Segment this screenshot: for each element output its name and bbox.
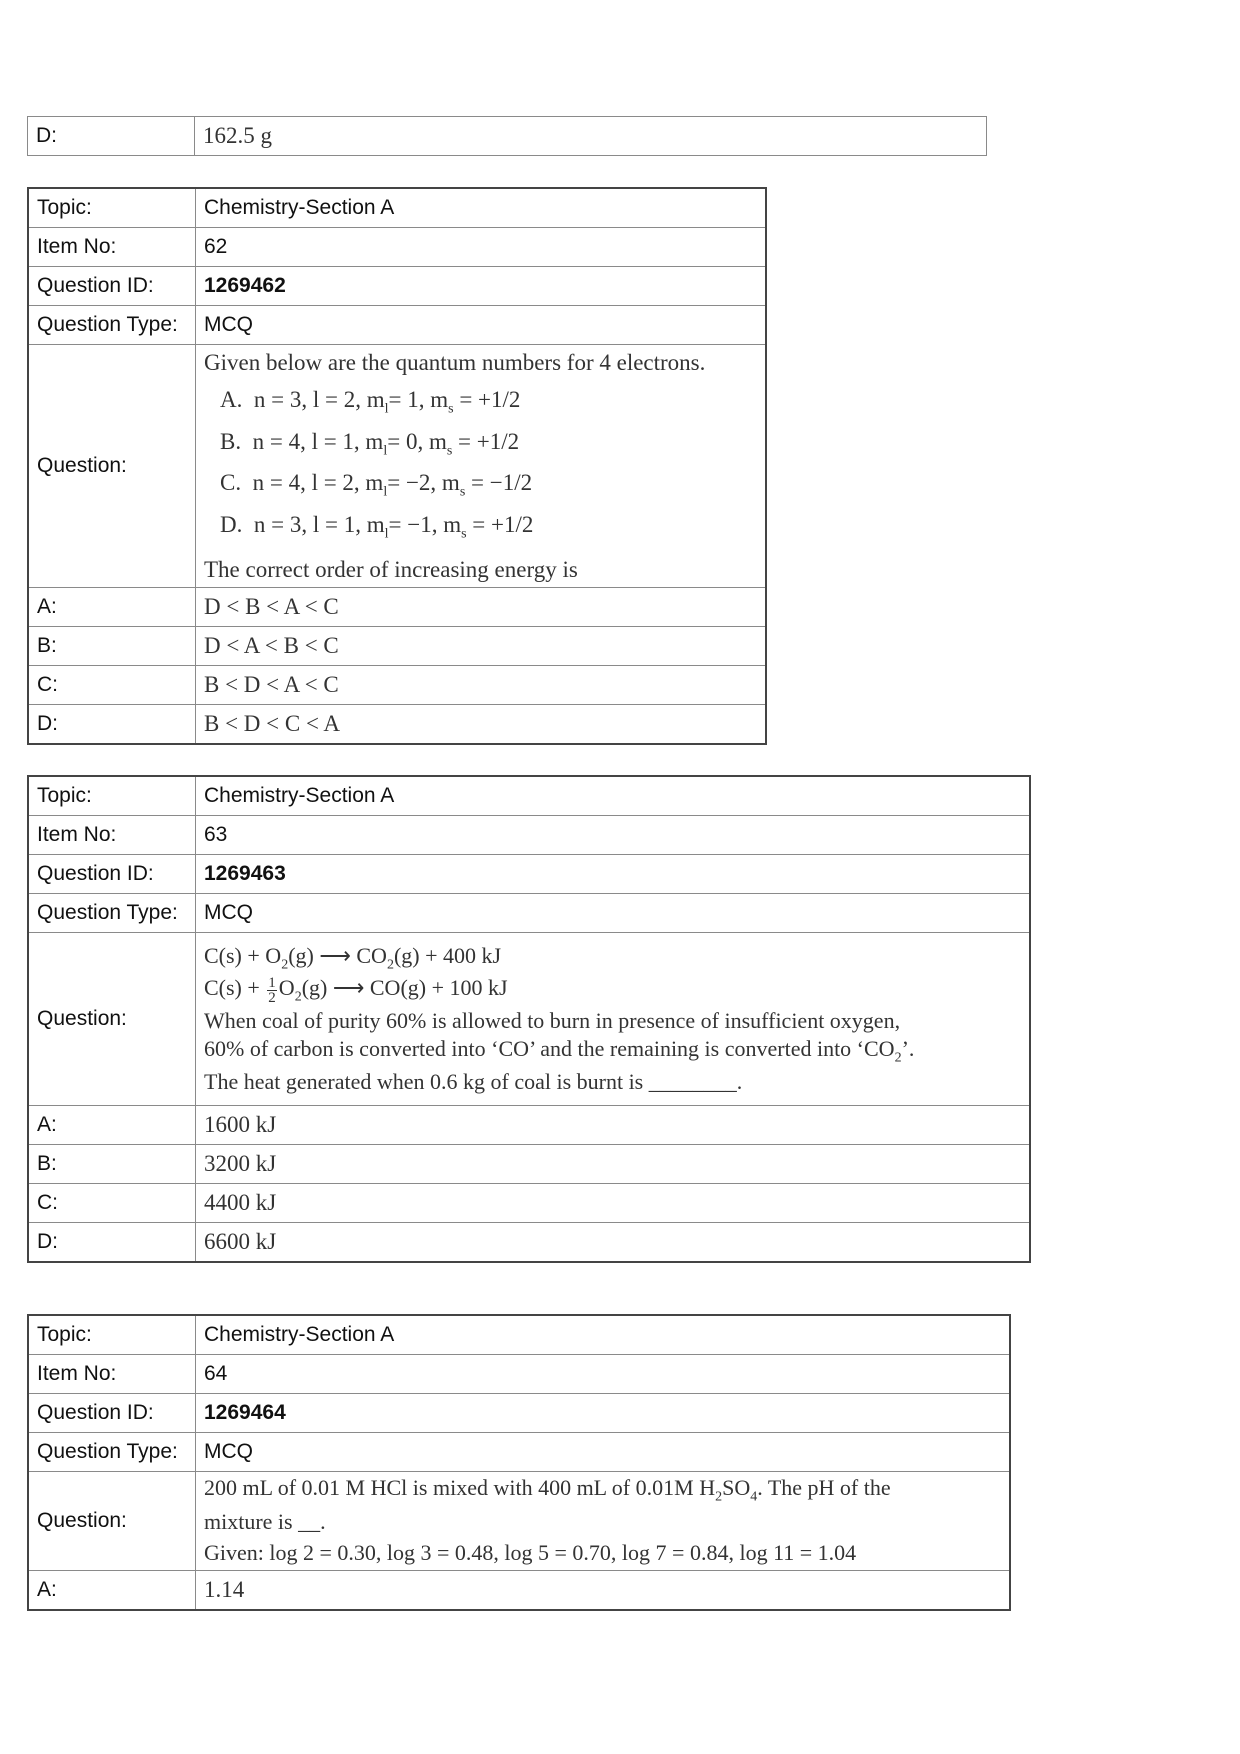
question-label: Question: xyxy=(28,1472,196,1571)
item-no-label: Item No: xyxy=(28,1355,196,1394)
option-b-label: B: xyxy=(28,627,196,666)
topic-value: Chemistry-Section A xyxy=(196,1315,1011,1355)
question-body xyxy=(196,1472,1011,1571)
quantum-item-c: C. n = 4, l = 2, $m_l= -2$, $m_s = -1/2$ xyxy=(220,470,533,500)
question-type-value: MCQ xyxy=(196,894,1031,933)
question-id-value: 1269463 xyxy=(196,855,1031,894)
topic-label: Topic: xyxy=(28,1315,196,1355)
item-no-label: Item No: xyxy=(28,816,196,855)
quantum-item-a: A. n = 3, l = 2, $m_l= 1$, $m_s = +1/2$ xyxy=(220,387,521,417)
question-text-line-2: 60% of carbon is converted into ‘CO’ and the remaining is converted into ‘$CO_2$’. xyxy=(204,1036,915,1066)
question-type-value: MCQ xyxy=(196,306,767,345)
question-62-table xyxy=(27,187,767,745)
question-type-value: MCQ xyxy=(196,1433,1011,1472)
question-label: Question: xyxy=(28,933,196,1106)
option-a-label: A: xyxy=(28,1571,196,1611)
question-outro: The correct order of increasing energy is xyxy=(204,556,578,582)
question-63-table xyxy=(27,775,1031,1263)
question-id-label: Question ID: xyxy=(28,1394,196,1433)
option-a-value: D < B < A < C xyxy=(196,588,767,627)
quantum-item-d: D. n = 3, l = 1, $m_l= -1$, $m_s = +1/2$ xyxy=(220,511,534,542)
question-64-table xyxy=(27,1314,1011,1611)
prev-question-table xyxy=(27,116,987,156)
item-no-label: Item No: xyxy=(28,228,196,267)
option-c-value: 4400 kJ xyxy=(196,1184,1031,1223)
question-intro: Given below are the quantum numbers for 4 electrons. xyxy=(204,350,706,375)
option-c-value: B < D < A < C xyxy=(196,666,767,705)
question-text-line-3: The heat generated when 0.6 kg of coal is burnt is ________. xyxy=(204,1068,743,1094)
fraction-one-half: $\frac{1}{2}$ xyxy=(268,974,276,1006)
question-text-line-2: mixture is __. xyxy=(204,1509,326,1535)
question-id-label: Question ID: xyxy=(28,855,196,894)
question-text-line-3: Given: log 2 = 0.30, log 3 = 0.48, log 5 = 0.70, log 7 = 0.84, log 11 = 1.04 xyxy=(204,1539,857,1565)
question-id-label: Question ID: xyxy=(28,267,196,306)
question-id-value: 1269462 xyxy=(196,267,767,306)
topic-value: Chemistry-Section A xyxy=(196,188,767,228)
option-d-label: D: xyxy=(28,117,195,156)
topic-value: Chemistry-Section A xyxy=(196,776,1031,816)
topic-label: Topic: xyxy=(28,188,196,228)
question-body xyxy=(196,345,767,588)
option-b-value: D < A < B < C xyxy=(196,627,767,666)
option-d-value: B < D < C < A xyxy=(196,705,767,745)
option-c-label: C: xyxy=(28,1184,196,1223)
item-no-value: 64 xyxy=(196,1355,1011,1394)
question-label: Question: xyxy=(28,345,196,588)
question-id-value: 1269464 xyxy=(196,1394,1011,1433)
option-b-value: 3200 kJ xyxy=(196,1145,1031,1184)
equation-1: $C(s) + O_2(g)$ ⟶ $CO_2(g) + 400$ kJ xyxy=(204,942,502,972)
option-b-label: B: xyxy=(28,1145,196,1184)
option-a-label: A: xyxy=(28,1106,196,1145)
option-d-label: D: xyxy=(28,1223,196,1263)
question-body xyxy=(196,933,1031,1106)
question-type-label: Question Type: xyxy=(28,894,196,933)
question-type-label: Question Type: xyxy=(28,306,196,345)
quantum-item-b: B. n = 4, l = 1, $m_l= 0$, $m_s = +1/2$ xyxy=(220,428,520,459)
option-d-value: 6600 kJ xyxy=(196,1223,1031,1263)
option-d-value: 162.5 g xyxy=(195,117,987,156)
option-a-value: 1.14 xyxy=(196,1571,1011,1611)
question-type-label: Question Type: xyxy=(28,1433,196,1472)
topic-label: Topic: xyxy=(28,776,196,816)
option-a-label: A: xyxy=(28,588,196,627)
question-text-line-1: When coal of purity 60% is allowed to burn in presence of insufficient oxygen, xyxy=(204,1007,901,1033)
equation-2: C(s) + $\frac{1}{2}$ $O_2(g)$ ⟶ CO(g) + 100 kJ xyxy=(204,974,508,1006)
option-c-label: C: xyxy=(28,666,196,705)
item-no-value: 62 xyxy=(196,228,767,267)
option-a-value: 1600 kJ xyxy=(196,1106,1031,1145)
option-d-label: D: xyxy=(28,705,196,745)
item-no-value: 63 xyxy=(196,816,1031,855)
question-text-line-1: 200 mL of 0.01 M HCl is mixed with 400 mL of 0.01M $H_2SO_4$. The pH of the xyxy=(204,1475,891,1505)
